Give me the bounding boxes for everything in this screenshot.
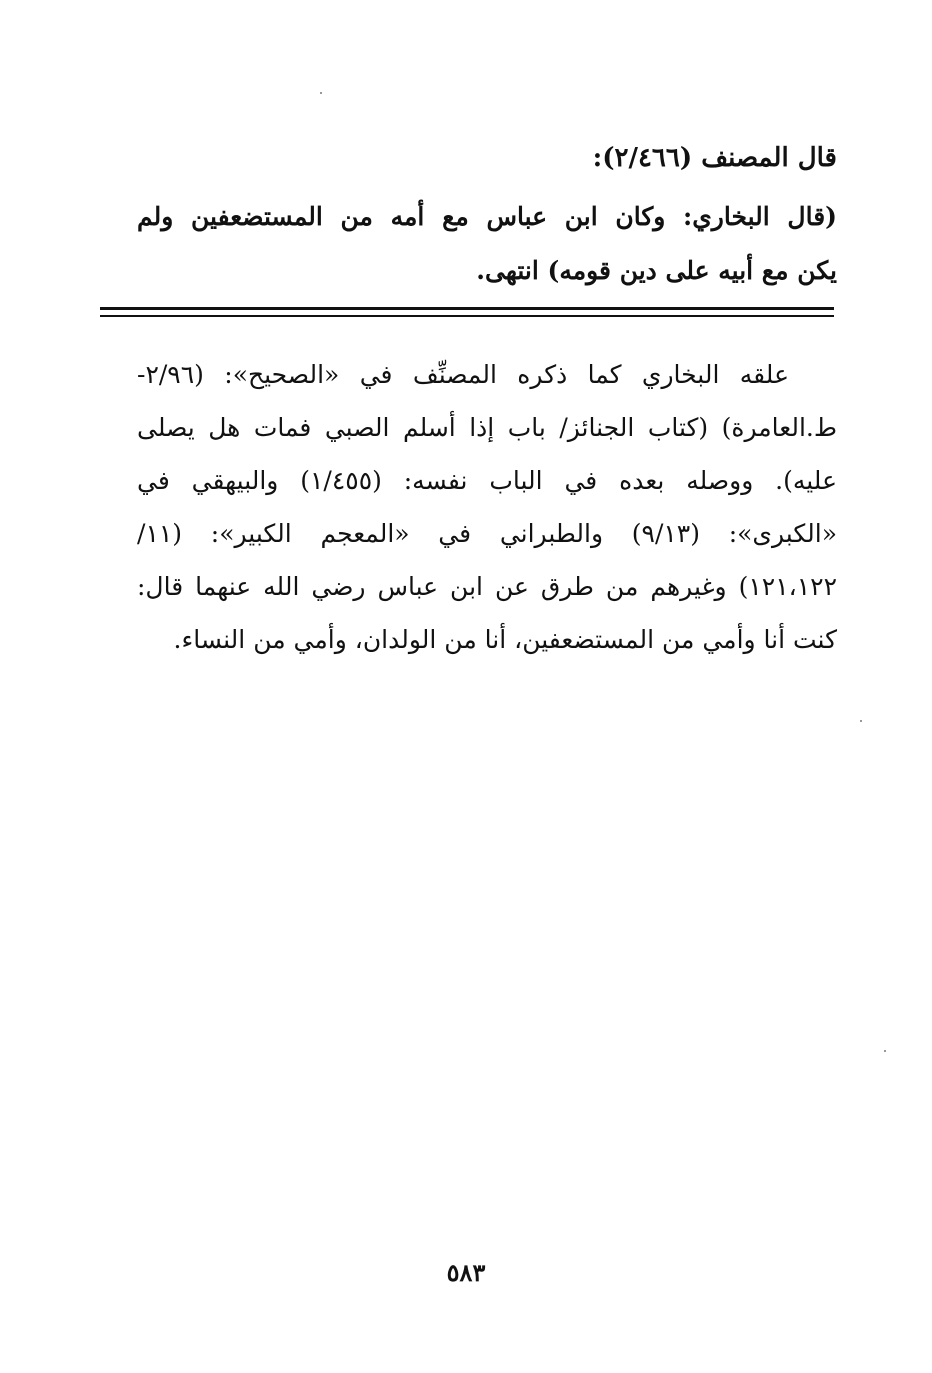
quote-line: يكن مع أبيه على دين قومه) انتهى.: [476, 256, 837, 285]
separator-rule: [100, 315, 834, 317]
commentary-line: «الكبرى»: (٩/١٣) والطبراني في «المعجم الكبير»: (١١/: [137, 519, 837, 548]
quote-line: (قال البخاري: وكان ابن عباس مع أمه من المستضعفين ولم: [137, 202, 837, 231]
commentary-line: عليه). ووصله بعده في الباب نفسه: (١/٤٥٥) والبيهقي في: [137, 466, 837, 495]
section-heading: قال المصنف (٢/٤٦٦):: [592, 143, 837, 173]
quoted-passage: [137, 190, 837, 298]
commentary-line: علقه البخاري كما ذكره المصنِّف في «الصحيح»: (٢/٩٦-: [137, 360, 789, 389]
scan-speck: [320, 92, 322, 94]
commentary-line: ط.العامرة) (كتاب الجنائز/ باب إذا أسلم الصبي فمات هل يصلى: [137, 413, 837, 442]
commentary-line: ١٢١،١٢٢) وغيرهم من طرق عن ابن عباس رضي الله عنهما قال:: [137, 572, 837, 601]
scan-speck: [884, 1050, 886, 1052]
separator-rule: [100, 307, 834, 310]
commentary-paragraph: [137, 348, 837, 666]
commentary-line: كنت أنا وأمي من المستضعفين، أنا من الولدان، وأمي من النساء.: [173, 625, 837, 654]
page-number: ٥٨٣: [446, 1258, 486, 1287]
scan-speck: [860, 720, 862, 722]
